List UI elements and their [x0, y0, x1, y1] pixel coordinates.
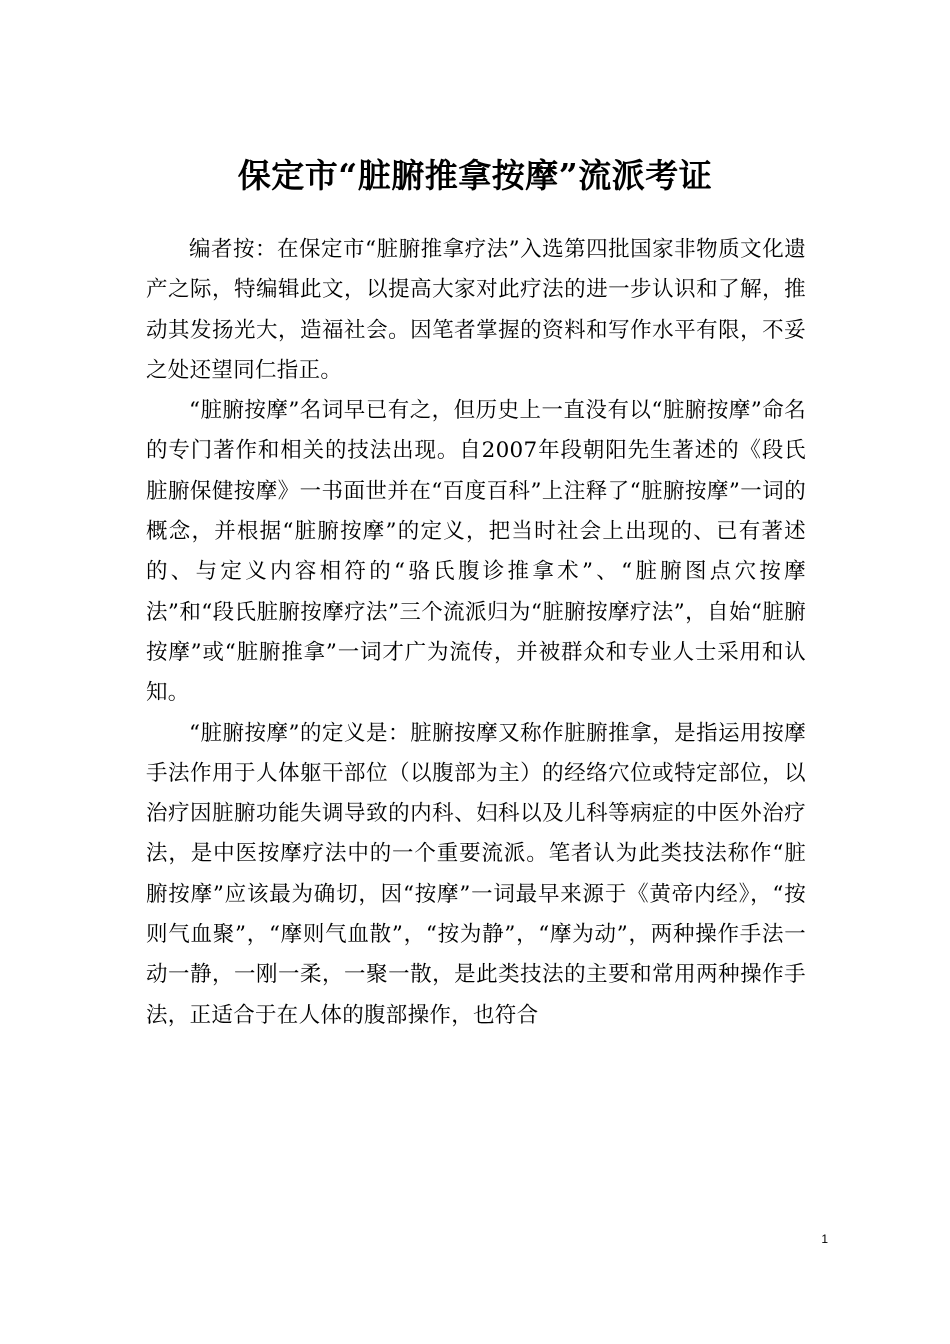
article-body — [146, 230, 806, 1036]
definition-paragraph: “脏腑按摩”的定义是：脏腑按摩又称作脏腑推拿，是指运用按摩手法作用于人体躯干部位（以腹部为主）的经络穴位或特定部位，以治疗因脏腑功能失调导致的内科、妇科以及儿科等病症的中医外治疗法，是中医按摩疗法中的一个重要流派。笔者认为此类技法称作“脏腑按摩”应该最为确切，因“按摩”一词最早来源于《黄帝内经》，“按则气血聚”，“摩则气血散”，“按为静”，“摩为动”，两种操作手法一动一静，一刚一柔，一聚一散，是此类技法的主要和常用两种操作手法，正适合于在人体的腹部操作，也符合 — [146, 720, 806, 1028]
page-number: 1 — [821, 1232, 828, 1246]
page-title: 保定市“脏腑推拿按摩”流派考证 — [237, 156, 713, 196]
editor-note-paragraph: 编者按：在保定市“脏腑推拿疗法”入选第四批国家非物质文化遗产之际，特编辑此文，以提高大家对此疗法的进一步认识和了解，推动其发扬光大，造福社会。因笔者掌握的资料和写作水平有限，不妥之处还望同仁指正。 — [146, 237, 806, 383]
history-paragraph: “脏腑按摩”名词早已有之，但历史上一直没有以“脏腑按摩”命名的专门著作和相关的技法出现。自2007年段朝阳先生著述的《段氏脏腑保健按摩》一书面世并在“百度百科”上注释了“脏腑按摩”一词的概念，并根据“脏腑按摩”的定义，把当时社会上出现的、已有著述的、与定义内容相符的“骆氏腹诊推拿术”、“脏腑图点穴按摩法”和“段氏脏腑按摩疗法”三个流派归为“脏腑按摩疗法”，自始“脏腑按摩”或“脏腑推拿”一词才广为流传，并被群众和专业人士采用和认知。 — [146, 398, 806, 706]
